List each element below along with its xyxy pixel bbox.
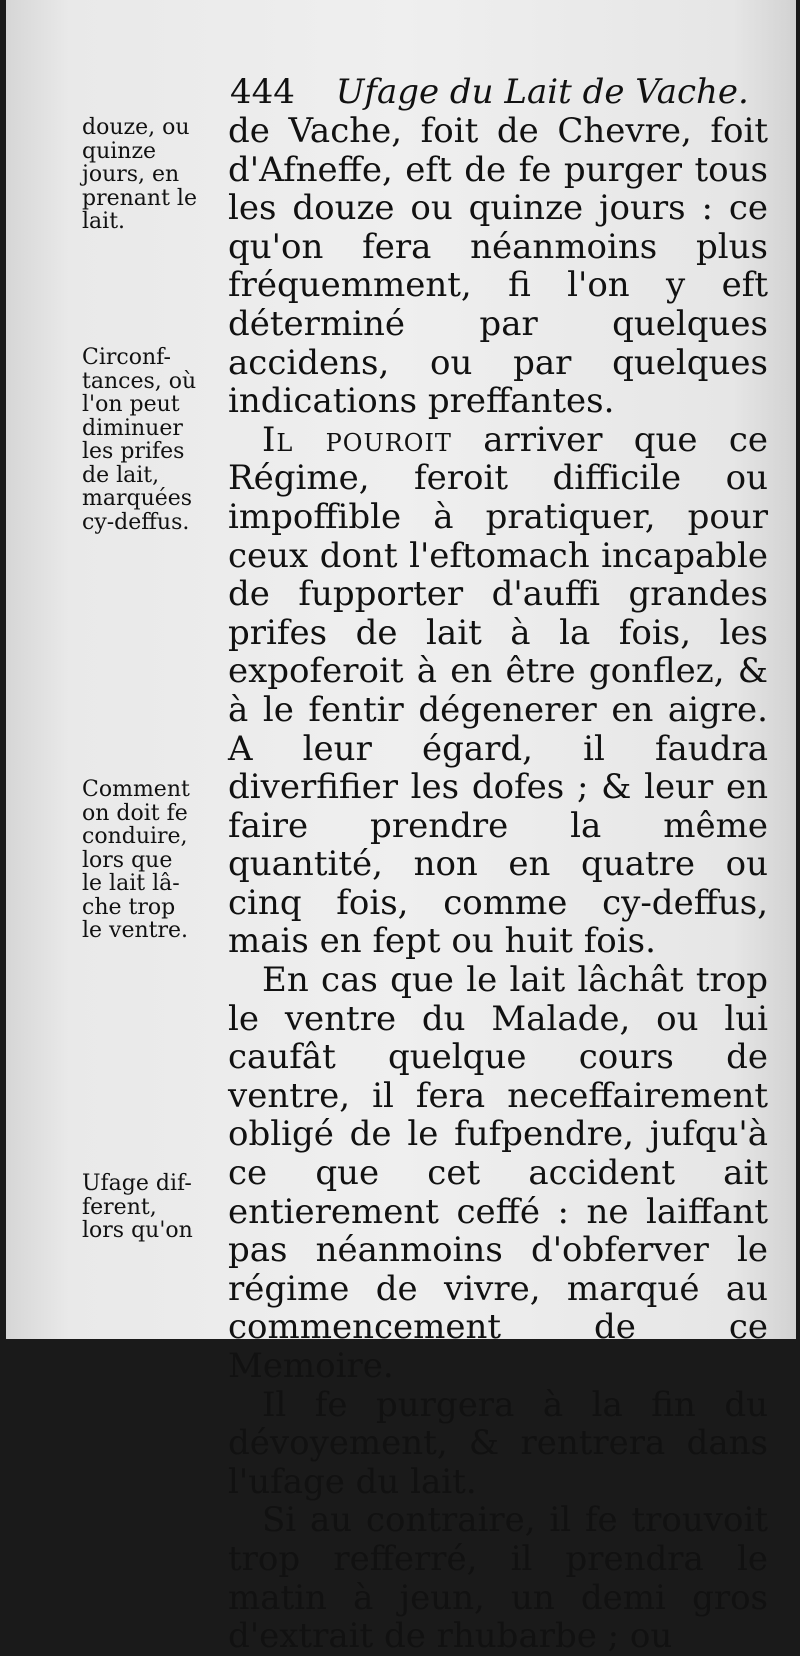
book-page [6, 0, 796, 1656]
page-number: 444 [230, 72, 295, 112]
paragraph-1: de Vache, foit de Chevre, foit d'Afneffe, eft de fe purger tous les douze ou quinze jours : ce qu'on fera néanmoins plus fréquemment, fi l'on y eft déterminé par quelques accidens, ou par quelques indications preffantes. [228, 111, 768, 422]
margin-note-2: Circonf- tances, où l'on peut diminuer les prifes de lait, marquées cy-deffus. [82, 345, 197, 535]
margin-note-4: Ufage dif- ferent, lors qu'on [82, 1171, 193, 1243]
paragraph-3: En cas que le lait lâchât trop le ventre du Malade, ou lui caufât quelque cours de ventre, il fera neceffairement obligé de le fufpendre, jufqu'à ce que cet accident ait entierement ceffé : ne laiffant pas néanmoins d'obferver le régime de vivre, marqué au commencement de ce Memoire. [228, 960, 768, 1386]
running-head [230, 72, 790, 112]
paragraph-2-lead: Il pouroit [262, 419, 452, 460]
paragraph-2 [228, 421, 768, 961]
body-text [228, 112, 768, 1656]
paragraph-2-text: arriver que ce Régime, feroit difficile ou impoffible à pratiquer, pour ceux dont l'eftomach incapable de fupporter d'auffi grandes prifes de lait à la fois, les expoferoit à en être gonflez, & à le fentir dégenerer en aigre. A leur égard, il faudra diverfifier les dofes ; & leur en faire prendre la même quantité, non en quatre ou cinq fois, comme cy-deffus, mais en fept ou huit fois. [228, 419, 769, 962]
margin-note-1: douze, ou quinze jours, en prenant le lait. [82, 115, 197, 234]
running-title: Ufage du Lait de Vache. [335, 72, 749, 112]
paragraph-5: Si au contraire, il fe trouvoit trop refferré, il prendra le matin à jeun, un demi gros d'extrait de rhubarbe ; ou [228, 1500, 768, 1656]
margin-note-3: Comment on doit fe conduire, lors que le lait lâ- che trop le ventre. [82, 777, 190, 943]
paragraph-4: Il fe purgera à la fin du dévoyement, & rentrera dans l'ufage du lait. [228, 1384, 768, 1502]
